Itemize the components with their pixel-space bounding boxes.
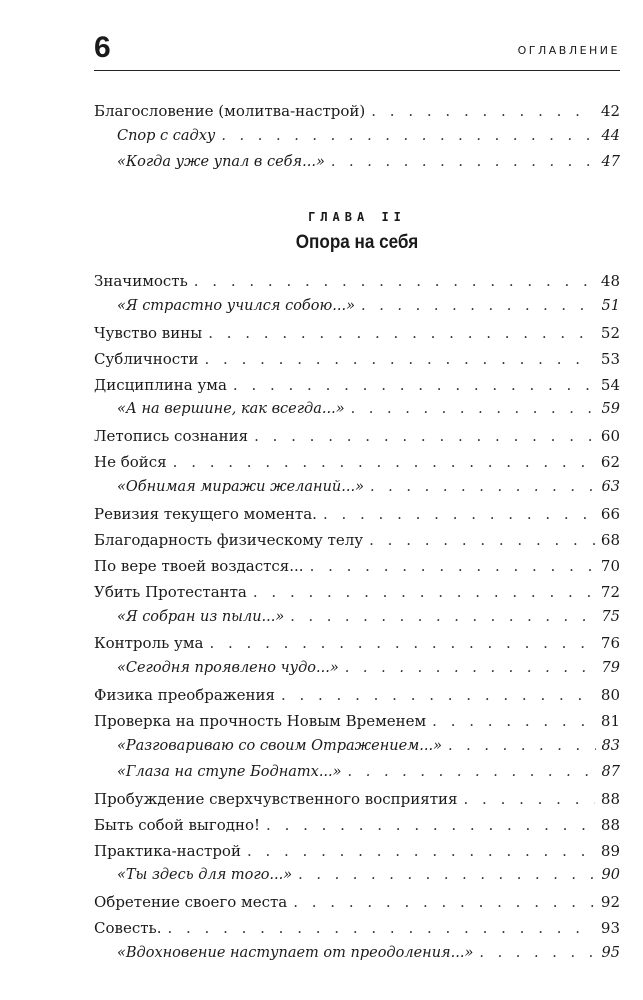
toc-entry-title: Ревизия текущего момента.: [94, 505, 317, 524]
dot-leader: [432, 712, 595, 730]
toc-entry-title: Благодарность физическому телу: [94, 530, 364, 549]
toc-entry: [94, 842, 620, 868]
dot-leader: [254, 427, 595, 445]
toc-subentry: [94, 660, 620, 686]
toc-entry-page: 92: [600, 893, 620, 912]
toc-entry: [94, 919, 620, 945]
toc-entry-title: Значимость: [94, 272, 188, 290]
toc-subentry: [94, 867, 620, 893]
toc-entry: [94, 712, 620, 738]
dot-leader: [323, 505, 595, 523]
dot-leader: [370, 479, 596, 495]
dot-leader: [348, 764, 596, 780]
toc-entry-title: «Вдохновение наступает от преодоления...»: [117, 945, 474, 962]
toc-entry-title: Физика преображения: [94, 686, 275, 705]
toc-entry-title: «Когда уже упал в себя...»: [117, 153, 325, 170]
toc-entry-title: «Я страстно учился собою...»: [117, 297, 355, 314]
toc-entry-page: 72: [600, 582, 620, 601]
toc-section-chapter-2: [94, 272, 620, 971]
toc-entry-title: Не бойся: [94, 453, 167, 472]
toc-entry-title: «Я собран из пыли...»: [117, 608, 285, 625]
dot-leader: [479, 945, 595, 961]
toc-entry-title: «Глаза на ступе Боднатх...»: [117, 763, 342, 780]
chapter-label: ГЛАВА II: [308, 210, 406, 224]
toc-entry-page: 52: [600, 323, 620, 342]
toc-entry-title: Убить Протестанта: [94, 582, 247, 601]
toc-subentry: [94, 479, 620, 505]
toc-entry-page: 81: [600, 712, 620, 731]
dot-leader: [253, 583, 595, 601]
dot-leader: [221, 128, 595, 144]
toc-entry-title: Спор с садху: [117, 127, 216, 144]
dot-leader: [298, 867, 595, 883]
dot-leader: [167, 919, 594, 937]
toc-entry: [94, 102, 620, 128]
toc-entry-page: 79: [601, 660, 620, 677]
toc-entry-page: 87: [601, 763, 620, 780]
toc-subentry: [94, 764, 620, 790]
dot-leader: [464, 790, 595, 808]
dot-leader: [361, 298, 596, 314]
toc-entry-title: Практика-настрой: [94, 841, 241, 860]
toc-entry-page: 95: [601, 945, 620, 962]
toc-entry-page: 88: [600, 789, 620, 808]
dot-leader: [266, 816, 595, 834]
toc-entry-page: 60: [600, 427, 620, 446]
toc-entry: [94, 531, 620, 557]
toc-entry: [94, 790, 620, 816]
dot-leader: [233, 376, 595, 394]
toc-subentry: [94, 945, 620, 971]
toc-entry-title: Летопись сознания: [94, 427, 249, 446]
toc-entry: [94, 272, 620, 298]
toc-entry-page: 63: [601, 479, 620, 496]
toc-entry: [94, 324, 620, 350]
toc-entry-page: 75: [601, 608, 620, 625]
toc-entry-page: 59: [601, 401, 620, 418]
dot-leader: [331, 154, 596, 170]
toc-entry-page: 76: [600, 634, 620, 653]
running-title: ОГЛАВЛЕНИЕ: [517, 44, 620, 57]
page-number: 6: [94, 31, 111, 64]
toc-entry-title: Дисциплина ума: [94, 375, 227, 394]
toc-entry-page: 51: [601, 297, 620, 314]
toc-subentry: [94, 298, 620, 324]
toc-entry-title: «Ты здесь для того...»: [117, 867, 293, 884]
toc-entry: [94, 816, 620, 842]
toc-entry-page: 70: [600, 556, 620, 575]
toc-entry-title: Быть собой выгодно!: [94, 815, 261, 834]
toc-entry-page: 88: [600, 815, 620, 834]
toc-entry-title: По вере твоей воздастся...: [94, 556, 304, 575]
dot-leader: [371, 102, 595, 120]
toc-entry-page: 47: [601, 153, 620, 170]
toc-entry: [94, 350, 620, 376]
toc-subentry: [94, 128, 620, 154]
toc-subentry: [94, 154, 620, 180]
toc-entry-title: Чувство вины: [94, 323, 203, 342]
dot-leader: [194, 272, 595, 290]
dot-leader: [281, 686, 595, 704]
toc-entry-title: «Обнимая миражи желаний...»: [117, 479, 364, 496]
toc-section-top: [94, 102, 620, 180]
chapter-title: Опора на себя: [295, 232, 419, 253]
page-header: [94, 30, 620, 71]
dot-leader: [173, 453, 595, 471]
toc-entry-page: 53: [600, 349, 620, 368]
dot-leader: [209, 634, 594, 652]
dot-leader: [351, 401, 596, 417]
dot-leader: [293, 893, 595, 911]
toc-entry: [94, 376, 620, 402]
toc-subentry: [94, 401, 620, 427]
toc-entry-title: Благословение (молитва-настрой): [94, 102, 366, 120]
toc-entry-title: «Разговариваю со своим Отражением...»: [117, 738, 442, 755]
toc-entry-title: «Сегодня проявлено чудо...»: [117, 660, 339, 677]
toc-entry: [94, 893, 620, 919]
toc-entry-title: Обретение своего места: [94, 893, 288, 912]
dot-leader: [345, 660, 596, 676]
toc-entry-title: Субличности: [94, 349, 199, 368]
dot-leader: [290, 609, 595, 625]
toc-entry-page: 83: [601, 738, 620, 755]
toc-entry: [94, 634, 620, 660]
toc-entry-page: 48: [600, 272, 620, 290]
toc-entry-title: Контроль ума: [94, 634, 204, 653]
toc-entry: [94, 686, 620, 712]
toc-entry-page: 68: [600, 530, 620, 549]
toc-entry-page: 54: [600, 375, 620, 394]
dot-leader: [208, 324, 595, 342]
toc-entry-title: Проверка на прочность Новым Временем: [94, 712, 427, 731]
toc-entry-page: 62: [600, 453, 620, 472]
toc-entry-page: 66: [600, 505, 620, 524]
toc-entry-page: 44: [601, 127, 620, 144]
dot-leader: [448, 738, 596, 754]
dot-leader: [205, 350, 595, 368]
toc-entry-page: 80: [600, 686, 620, 705]
toc-entry-page: 42: [600, 102, 620, 120]
dot-leader: [310, 557, 595, 575]
toc-entry-title: Пробуждение сверхчувственного восприятия: [94, 789, 458, 808]
toc-entry-page: 89: [600, 841, 620, 860]
toc-entry: [94, 583, 620, 609]
toc-subentry: [94, 609, 620, 635]
dot-leader: [369, 531, 595, 549]
toc-entry: [94, 557, 620, 583]
toc-entry: [94, 427, 620, 453]
dot-leader: [247, 842, 595, 860]
toc-entry-title: Совесть.: [94, 919, 162, 938]
toc-subentry: [94, 738, 620, 764]
toc-entry: [94, 505, 620, 531]
toc-entry-page: 90: [601, 867, 620, 884]
toc-entry: [94, 453, 620, 479]
toc-entry-page: 93: [600, 919, 620, 938]
toc-entry-title: «А на вершине, как всегда...»: [117, 401, 345, 418]
